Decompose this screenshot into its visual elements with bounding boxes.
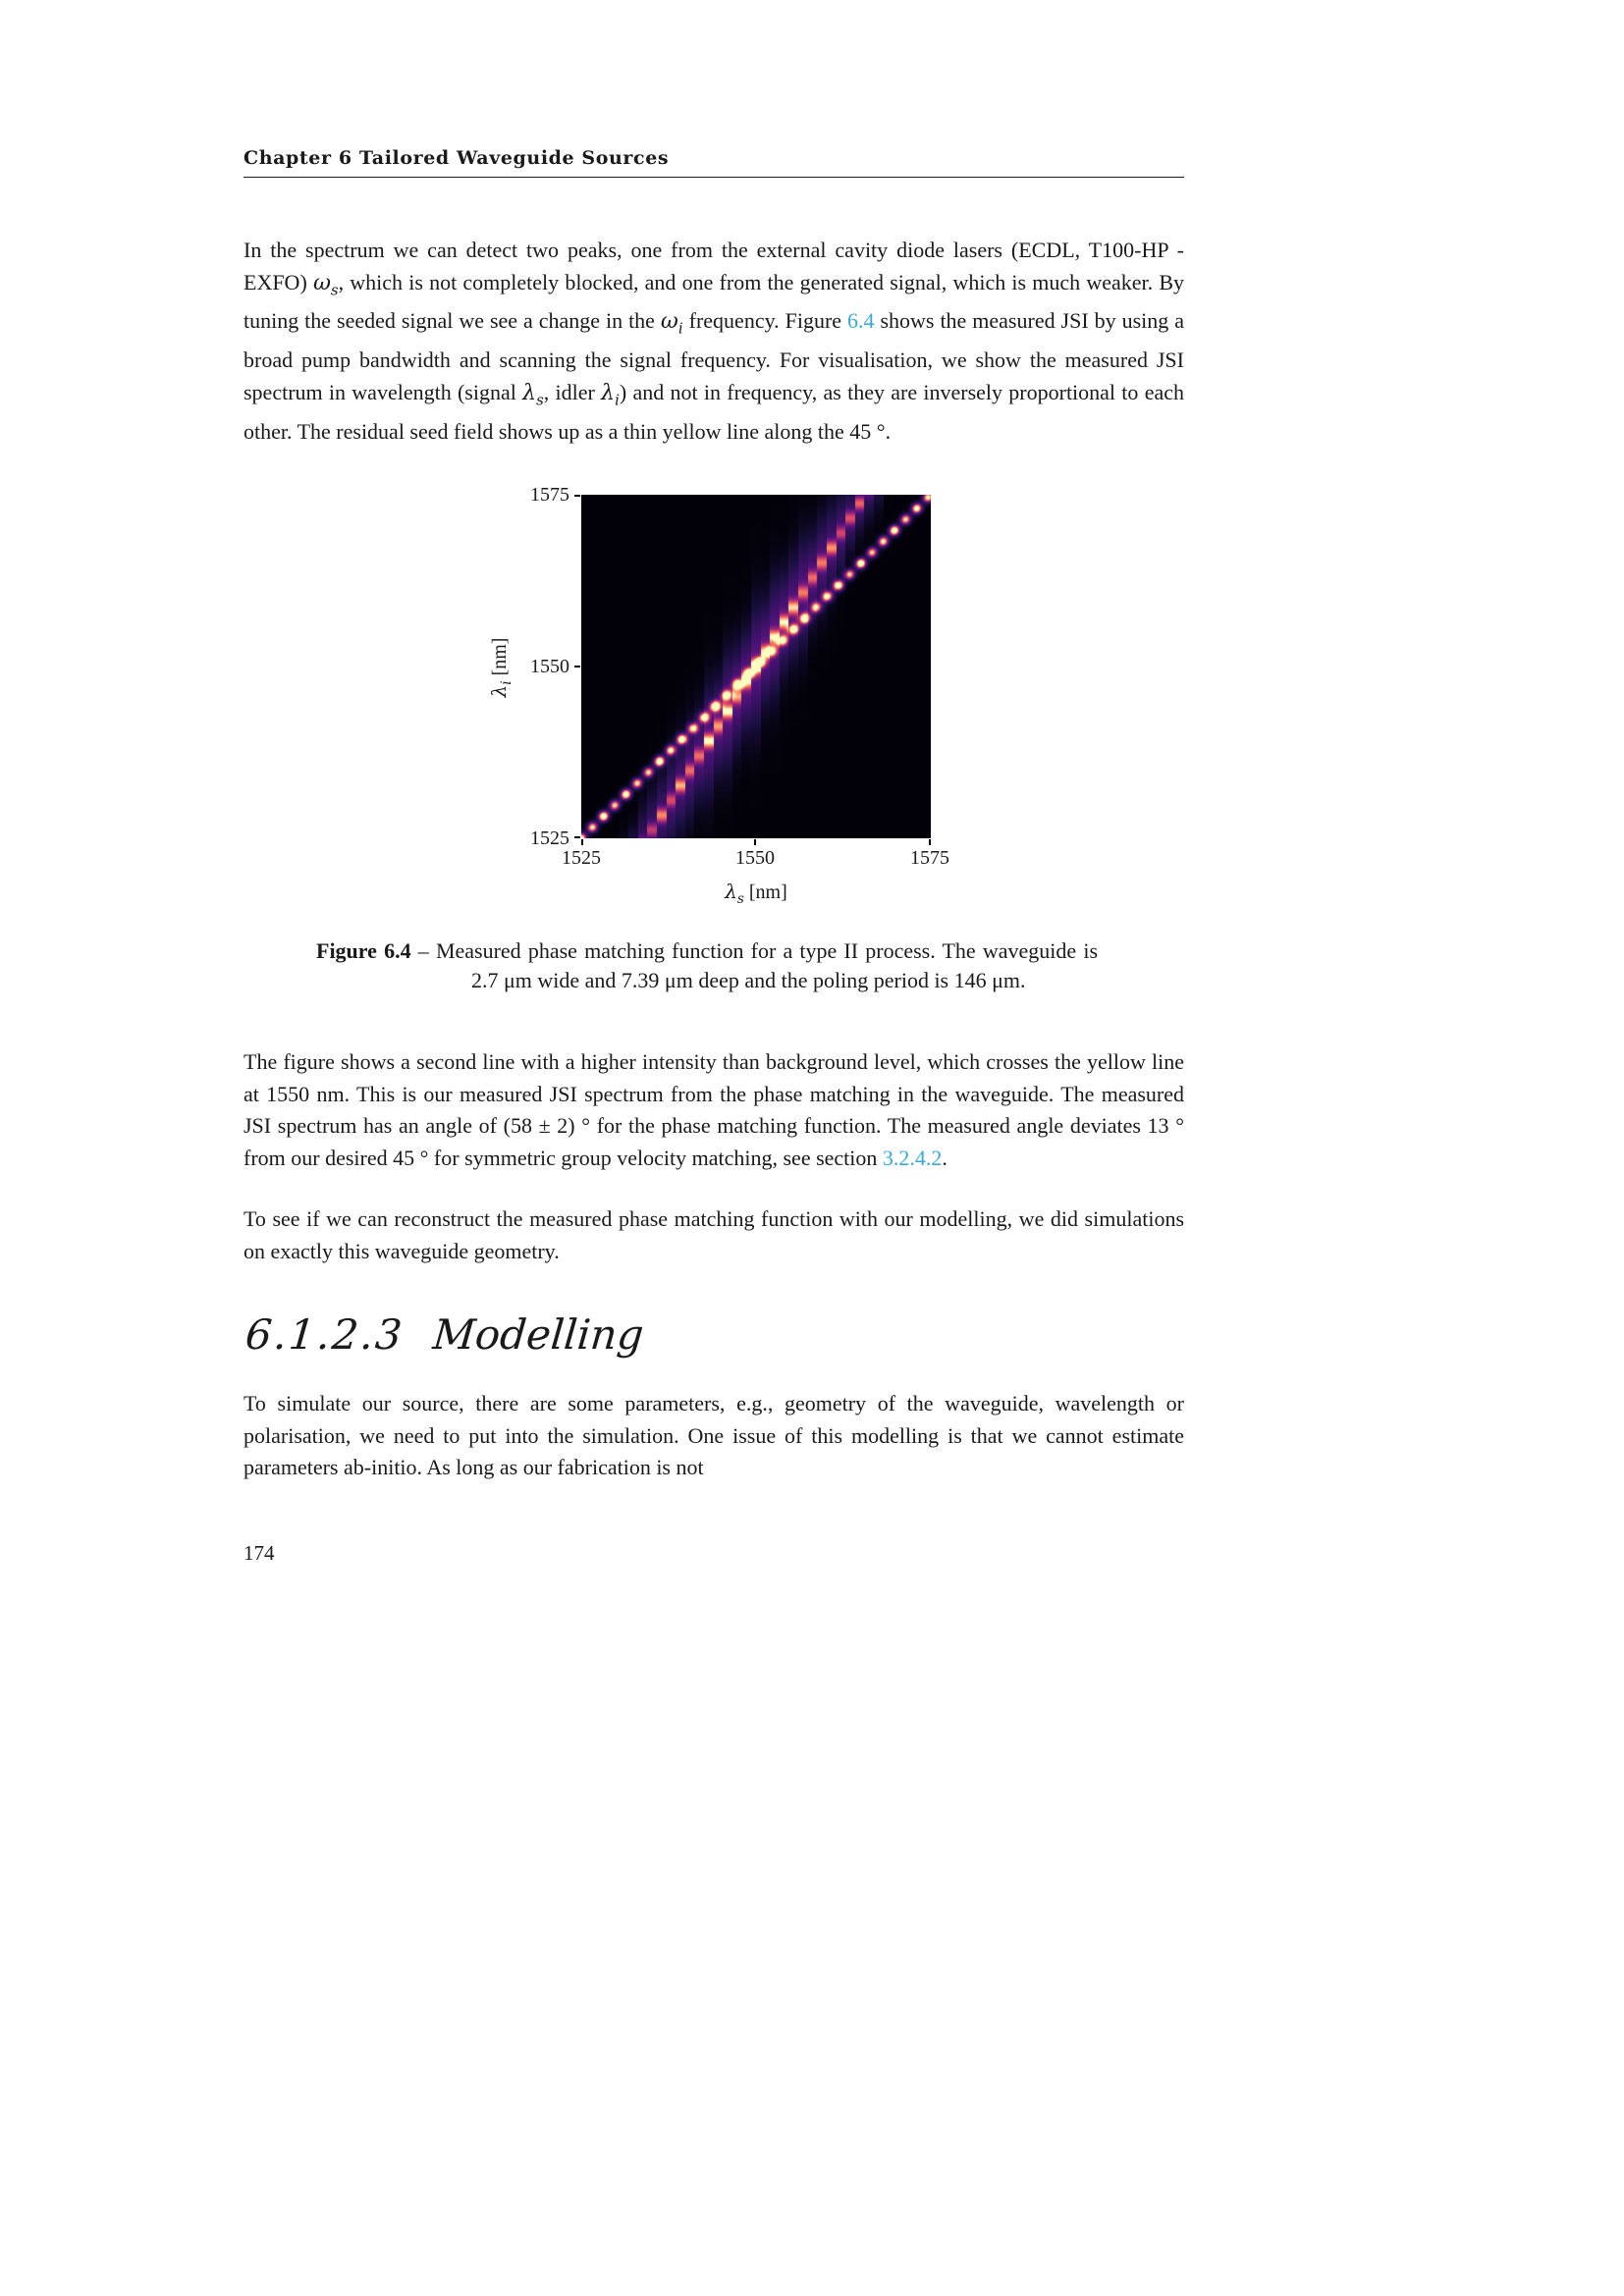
subscript: i <box>499 680 514 685</box>
text-run: To simulate our source, there are some parameters, e.g., geometry of the waveguide, wavelength or polarisation, we need to put into the simulation. One issue of this modelling is that we cannot estimate parameters ab-initio. As long as our fabrication is not <box>244 1391 1184 1480</box>
math-symbol: λ <box>522 380 537 405</box>
text-run: frequency. Figure <box>682 308 848 334</box>
chapter-header-text: Chapter 6 Tailored Waveguide Sources <box>244 147 670 169</box>
link-section-3-2-4-2[interactable]: 3.2.4.2 <box>882 1145 943 1170</box>
section-title: Modelling <box>430 1310 646 1360</box>
paragraph-intro <box>244 235 1184 448</box>
math-lambda-s <box>725 880 744 908</box>
link-figure-6-4[interactable]: 6.4 <box>847 308 875 334</box>
text-run: , idler <box>543 379 602 404</box>
math-omega-i <box>660 309 683 338</box>
figure-6-4 <box>244 484 1184 919</box>
content-column <box>244 0 1184 1566</box>
section-heading <box>244 1310 1188 1359</box>
subscript: i <box>615 391 620 409</box>
text-run: In the spectrum we can detect two peaks, one from the external cavity diode lasers (ECDL, T100-HP - EXFO) <box>244 238 1184 294</box>
y-axis-label <box>487 618 514 717</box>
x-axis-label <box>668 880 844 907</box>
text-run: To see if we can reconstruct the measured phase matching function with our modelling, we did simulations on exactly this waveguide geometry. <box>244 1206 1184 1263</box>
y-tick-label: 1525 <box>530 828 569 850</box>
section-number: 6.1.2.3 <box>244 1310 406 1360</box>
subscript: s <box>330 280 339 298</box>
math-lambda-i <box>601 380 620 409</box>
paragraph-modelling <box>244 1388 1184 1484</box>
text-run: ) and not in frequency, as they are inversely proportional to each other. The residual seed field shows up as a thin yellow line along the 45 °. <box>244 379 1184 444</box>
figure-caption-label: Figure 6.4 <box>316 938 411 964</box>
axis-tick <box>574 836 580 838</box>
paragraph-reconstruct <box>244 1203 1184 1267</box>
header-rule <box>244 177 1184 178</box>
x-tick-label: 1550 <box>735 847 775 870</box>
subscript: s <box>736 891 744 908</box>
x-tick-label: 1525 <box>562 847 601 870</box>
math-lambda-s <box>522 380 544 409</box>
math-symbol: λ <box>725 880 737 904</box>
axis-unit: [nm] <box>743 881 787 904</box>
chapter-header <box>244 0 1184 178</box>
y-tick-label: 1550 <box>530 656 569 678</box>
subscript: s <box>536 391 544 409</box>
math-symbol: ω <box>312 270 331 295</box>
math-symbol: λ <box>601 380 616 405</box>
caption-text: Measured phase matching function for a type II process. The waveguide is 2.7 μm wide and 7.39 μm deep and the poling period is 146 μm. <box>435 938 1099 993</box>
paragraph-analysis <box>244 1046 1184 1174</box>
text-run: shows the measured JSI by using a broad pump bandwidth and scanning the signal frequency. For visualisation, we show the measured JSI spectrum in wavelength (signal <box>244 308 1184 404</box>
axis-tick <box>574 495 580 497</box>
page-number: 174 <box>244 1540 275 1565</box>
math-symbol: ω <box>660 309 678 335</box>
text-run: . <box>942 1145 947 1170</box>
axis-tick <box>929 839 931 845</box>
y-tick-label: 1575 <box>530 484 569 507</box>
x-tick-label: 1575 <box>910 847 949 870</box>
subscript: i <box>677 319 683 338</box>
axis-tick <box>574 666 580 667</box>
math-lambda-i <box>487 680 514 698</box>
math-symbol: λ <box>487 684 511 698</box>
text-run: , which is not completely blocked, and one from the generated signal, which is much weaker. By tuning the seeded signal we see a change in the <box>244 269 1185 334</box>
axis-tick <box>581 839 583 845</box>
caption-dash: – <box>410 938 436 964</box>
math-omega-s <box>312 270 339 298</box>
figure-caption <box>244 936 1184 995</box>
jsi-heatmap-canvas <box>581 495 931 838</box>
text-run: The figure shows a second line with a higher intensity than background level, which crosses the yellow line at 1550 nm. This is our measured JSI spectrum from the phase matching in the waveguide. The measured JSI spectrum has an angle of (58 ± 2) ° for the phase matching function. The measured angle deviates 13 ° from our desired 45 ° for symmetric group velocity matching, see section <box>244 1049 1184 1170</box>
axis-unit: [nm] <box>489 637 511 681</box>
axis-tick <box>754 839 756 845</box>
